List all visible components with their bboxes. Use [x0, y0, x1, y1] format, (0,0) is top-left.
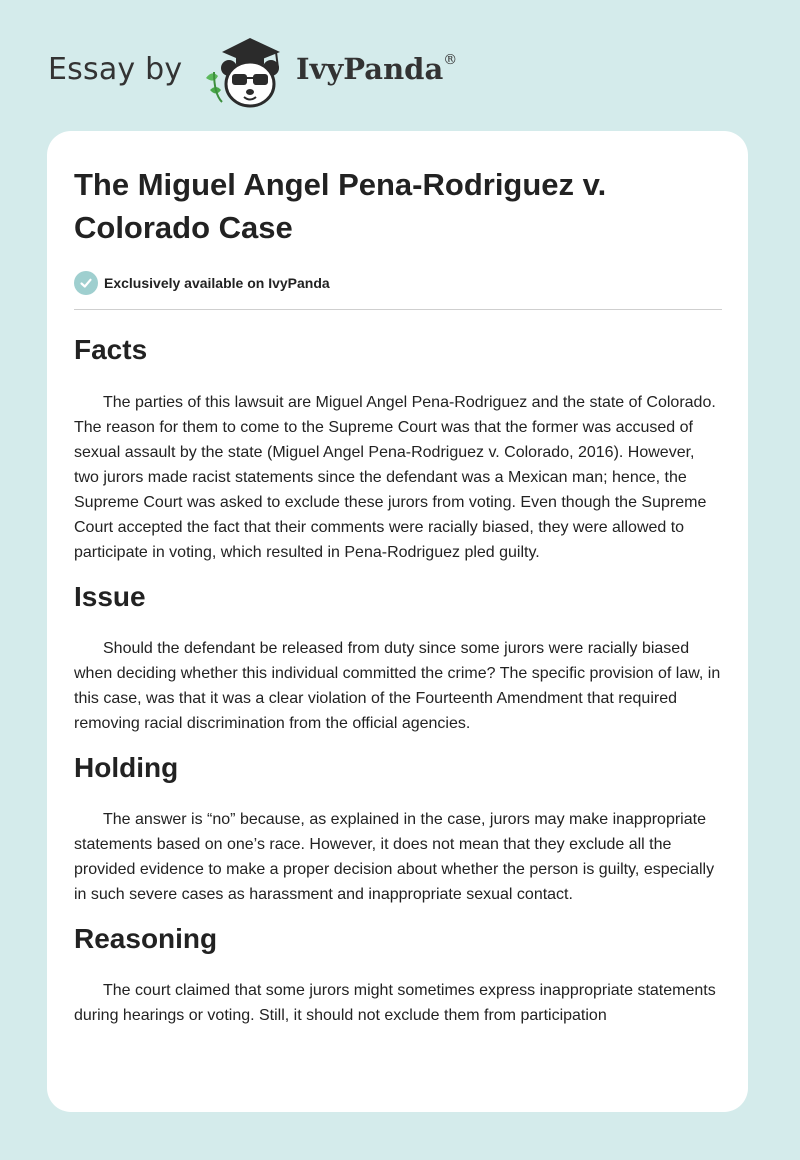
- divider: [74, 309, 722, 310]
- section-heading: Facts: [74, 334, 148, 365]
- exclusive-badge: [74, 269, 722, 297]
- section-reasoning: [74, 922, 722, 1028]
- brand-name[interactable]: IvyPanda®: [296, 52, 458, 86]
- badge-label: Exclusively available on IvyPanda: [104, 275, 330, 291]
- site-header: [48, 30, 752, 110]
- section-body: Should the defendant be released from duty since some jurors were racially biased when deciding whether this individual committed the crime? The specific provision of law, in this case, was that it was a clear violation of the Fourteenth Amendment that required removing racial discrimination from the official agencies.: [74, 640, 721, 732]
- panda-logo-icon[interactable]: [200, 34, 296, 112]
- section-issue: [74, 580, 722, 736]
- section-facts: [74, 333, 722, 565]
- section-holding: [74, 751, 722, 907]
- checkmark-icon: [74, 271, 98, 295]
- brand-prefix: Essay by: [48, 52, 183, 87]
- section-body: The parties of this lawsuit are Miguel Angel Pena-Rodriguez and the state of Colorado. The reason for them to come to the Supreme Court was that the former was accused of sexual assault by the state (Miguel Angel Pena-Rodriguez v. Colorado, 2016). However, two jurors made racist statements since the defendant was a Mexican man; hence, the Supreme Court was asked to exclude these jurors from voting. Even though the Supreme Court accepted the fact that their comments were racially biased, they were allowed to participate in voting, which resulted in Pena-Rodriguez pled guilty.: [74, 394, 716, 561]
- essay-title: The Miguel Angel Pena-Rodriguez v. Colorado Case: [74, 167, 607, 245]
- section-heading: Reasoning: [74, 923, 218, 954]
- essay-card: [47, 131, 748, 1112]
- section-heading: Holding: [74, 752, 179, 783]
- section-body: The answer is “no” because, as explained in the case, jurors may make inappropriate statements based on one’s race. However, it does not mean that they exclude all the provided evidence to make a proper decision about whether the person is guilty, especially in such severe cases as harassment and inappropriate sexual contact.: [74, 811, 715, 903]
- section-heading: Issue: [74, 581, 146, 612]
- section-body: The court claimed that some jurors might sometimes express inappropriate statements during hearings or voting. Still, it should not exclude them from participation: [74, 982, 716, 1024]
